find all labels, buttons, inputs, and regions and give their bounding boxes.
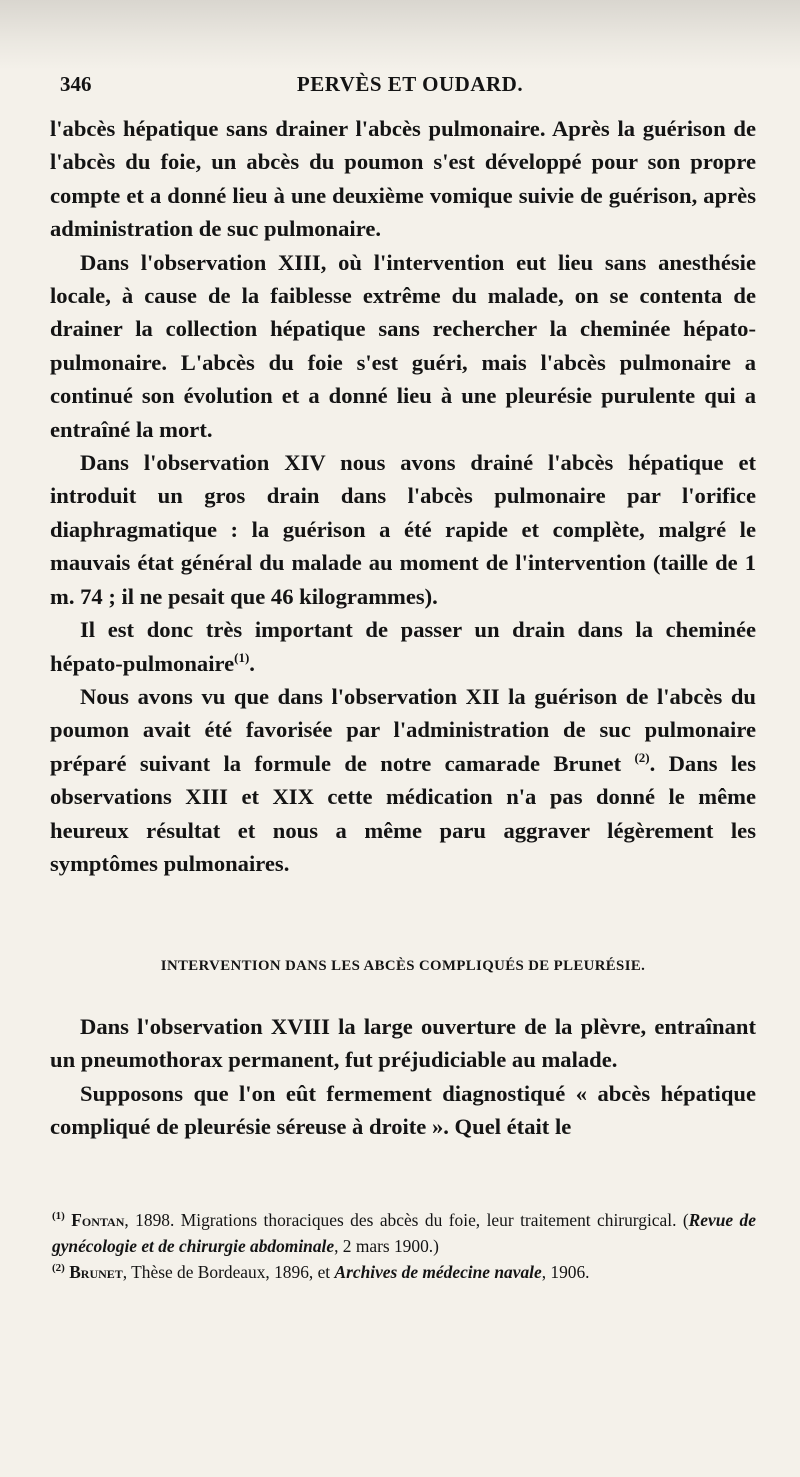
footnote-2-journal: Archives de médecine navale [334, 1262, 542, 1282]
footnote-1-journal: Revue de gynécologie et de chirurgie abdominale [52, 1210, 756, 1256]
footnote-2-author: Brunet [69, 1262, 123, 1282]
paragraph-1: l'abcès hépatique sans drainer l'abcès pulmonaire. Après la guérison de l'abcès du foie, un abcès du poumon s'est développé pour son propre compte et a donné lieu à une deuxième vomique suivie de guérison, après administration de suc pulmonaire. [50, 116, 756, 242]
footnote-1-text: , 1898. Migrations thoraciques des abcès du foie, leur traitement chirurgical. ( [124, 1210, 689, 1230]
footnote-2-mark: (2) [52, 1262, 65, 1274]
main-text [50, 112, 756, 880]
footnote-1-end: , 2 mars 1900.) [334, 1236, 439, 1256]
section-heading: INTERVENTION DANS LES ABCÈS COMPLIQUÉS DE PLEURÉSIE. [160, 958, 646, 974]
page-number: 346 [60, 72, 92, 96]
section-text [50, 1010, 756, 1144]
paragraph-4 [50, 613, 756, 680]
footnotes [52, 1207, 756, 1285]
footnote-2-end: , 1906. [541, 1262, 590, 1282]
paragraph-7: Supposons que l'on eût fermement diagnostiqué « abcès hépatique compliqué de pleurésie séreuse à droite ». Quel était le [50, 1080, 756, 1140]
paragraph-4-text: Il est donc très important de passer un drain dans la cheminée hépato-pulmonaire [50, 617, 756, 676]
footnote-2-text: , Thèse de Bordeaux, 1896, et [122, 1262, 335, 1282]
footnote-1-author: Fontan [71, 1210, 125, 1230]
page-header [60, 72, 760, 106]
footnote-ref-2[interactable]: (2) [634, 749, 650, 765]
paragraph-3: Dans l'observation XIV nous avons drainé l'abcès hépatique et introduit un gros drain dans l'abcès pulmonaire par l'orifice diaphragmatique : la guérison a été rapide et complète, malgré le mauvais état général du malade au moment de l'intervention (taille de 1 m. 74 ; il ne pesait que 46 kilogrammes). [50, 450, 756, 609]
paragraph-4-end: . [249, 650, 255, 676]
footnote-1-mark: (1) [52, 1210, 65, 1222]
paragraph-5 [50, 680, 756, 880]
footnote-2 [52, 1259, 756, 1285]
paragraph-6: Dans l'observation XVIII la large ouverture de la plèvre, entraînant un pneumothorax permanent, fut préjudiciable au malade. [50, 1014, 756, 1073]
paragraph-5-text-b: . Dans les observations XIII et XIX cette médication n'a pas donné le même heureux résultat et nous a même paru aggraver légèrement les symptômes pulmonaires. [50, 750, 756, 876]
paragraph-2: Dans l'observation XIII, où l'intervention eut lieu sans anesthésie locale, à cause de la faiblesse extrême du malade, on se contenta de drainer la collection hépatique sans rechercher la cheminée hépato-pulmonaire. L'abcès du foie s'est guéri, mais l'abcès pulmonaire a continué son évolution et a donné lieu à une pleurésie purulente qui a entraîné la mort. [50, 249, 756, 442]
footnote-ref-1[interactable]: (1) [234, 649, 250, 665]
footnote-1 [52, 1207, 756, 1259]
scan-shadow [0, 0, 800, 70]
running-title: PERVÈS ET OUDARD. [296, 72, 524, 96]
paragraph-5-text-a: Nous avons vu que dans l'observation XII la guérison de l'abcès du poumon avait été favorisée par l'administration de suc pulmonaire préparé suivant la formule de notre camarade Brunet [50, 683, 756, 776]
